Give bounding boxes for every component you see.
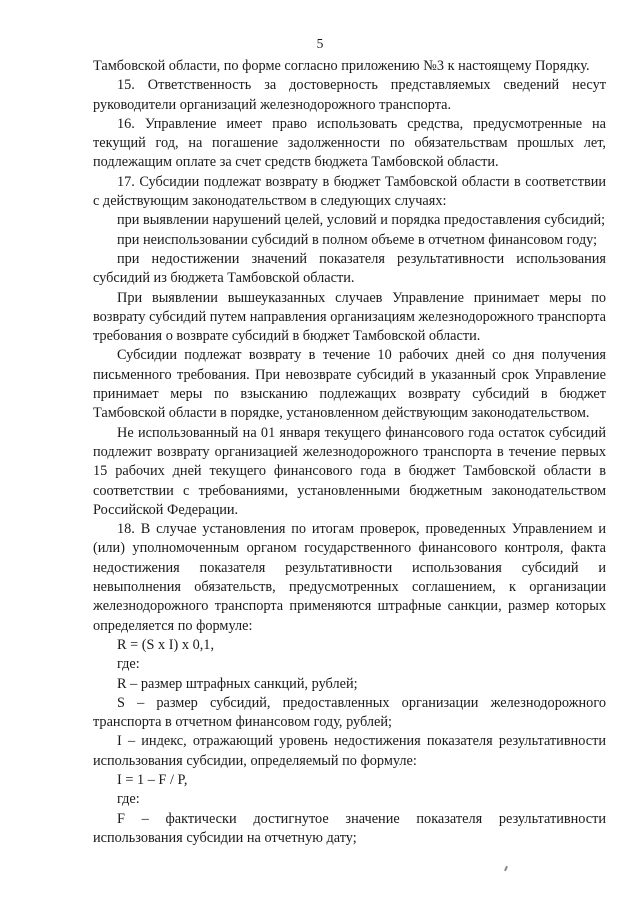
formula-penalty: R = (S x I) x 0,1, <box>117 636 215 653</box>
definition-f: F – фактически достигнутое значение показателя результативности использования субсидии на отчетную дату; <box>93 810 606 846</box>
paragraph-18: 18. В случае установления по итогам проверок, проведенных Управлением и (или) уполномоченным органом государственного финансового контроля, факта недостижения показателя результативности использования субсидий и невыполнения обязательств, предусмотренных соглашением, к организации железнодорожного транспорта применяются штрафные санкции, размер которых определяется по формуле: <box>93 521 606 634</box>
paragraph-15: 15. Ответственность за достоверность представляемых сведений несут руководители организаций железнодорожного транспорта. <box>93 77 606 113</box>
paragraph-17: 17. Субсидии подлежат возврату в бюджет Тамбовской области в соответствии с действующим законодательством в следующих случаях: <box>93 173 606 210</box>
page-number: 5 <box>316 36 324 51</box>
paragraph-continuation: Тамбовской области, по форме согласно приложению №3 к настоящему Порядку. <box>93 58 590 74</box>
definition-s: S – размер субсидий, предоставленных организации железнодорожного транспорта в отчетном финансовом году, рублей; <box>93 694 606 731</box>
paragraph-measures: При выявлении вышеуказанных случаев Управление принимает меры по возврату субсидий путем направления организациям железнодорожного транспорта требования о возврате субсидий в бюджет Тамбовской области. <box>93 289 606 345</box>
case-item-violation: при выявлении нарушений целей, условий и порядка предоставления субсидий; <box>117 212 606 229</box>
case-item-indicator: при недостижении значений показателя результативности использования субсидий из бюджета Тамбовской области. <box>93 250 606 287</box>
paragraph-unused-balance: Не использованный на 01 января текущего финансового года остаток субсидий подлежит возврату организацией железнодорожного транспорта в течение первых 15 рабочих дней текущего финансового года в бюджет Тамбовской области в соответствии с требованиями, установленными бюджетным законодательством Российской Федерации. <box>93 424 606 518</box>
paragraph-16: 16. Управление имеет право использовать средства, предусмотренные на текущий год, на погашение задолженности по обязательствам прошлых лет, подлежащим оплате за счет средств бюджета Тамбовской области. <box>93 115 606 171</box>
case-item-nonuse: при неиспользовании субсидий в полном объеме в отчетном финансовом году; <box>117 231 598 248</box>
definition-i: I – индекс, отражающий уровень недостижения показателя результативности использования субсидии, определяемый по формуле: <box>93 733 606 769</box>
definition-r: R – размер штрафных санкций, рублей; <box>117 675 358 692</box>
where-label: где: <box>117 656 140 673</box>
where-label-2: где: <box>117 791 140 808</box>
formula-index: I = 1 – F / P, <box>117 771 188 788</box>
scan-speck <box>504 866 508 871</box>
document-body <box>93 57 606 848</box>
paragraph-return-term: Субсидии подлежат возврату в течение 10 рабочих дней со дня получения письменного требования. При невозврате субсидий в указанный срок Управление принимает меры по взысканию подлежащих возврату субсидий в бюджет Тамбовской области в порядке, установленном действующим законодательством. <box>93 347 606 422</box>
